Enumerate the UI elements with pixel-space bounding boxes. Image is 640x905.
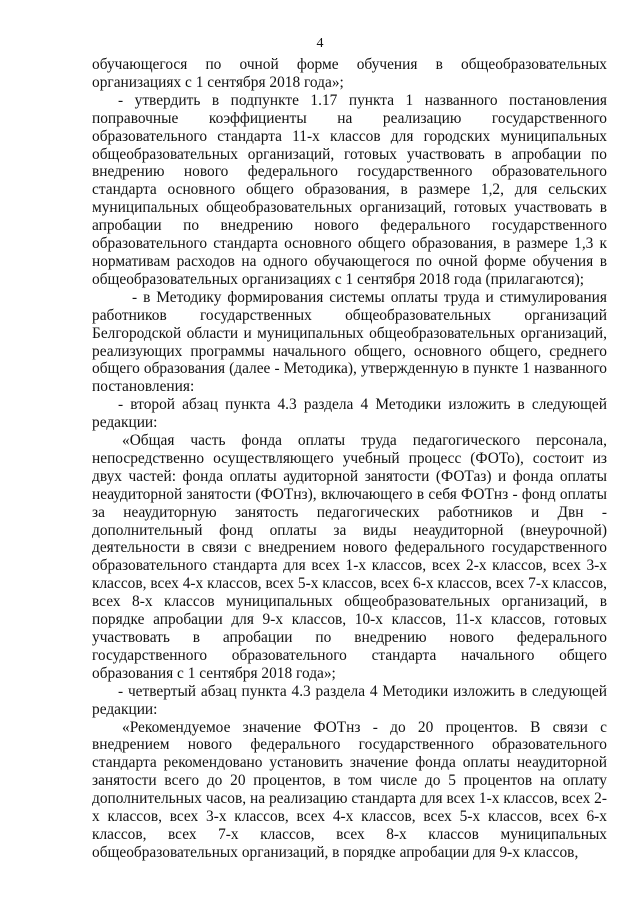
paragraph-continuation: обучающегося по очной форме обучения в общеобразовательных организациях с 1 сентября 2018 года»; bbox=[92, 56, 607, 91]
paragraph-second-clause: - второй абзац пункта 4.3 раздела 4 Методики изложить в следующей редакции: bbox=[92, 396, 607, 432]
paragraph-methodology: - в Методику формирования системы оплаты труда и стимулирования работников государственных общеобразовательных организаций Белгородской области и муниципальных общеобразовательных организаций, реализующих программы начального общего, основного общего, среднего общего образования (далее - Методика), утвержденную в пункте 1 названного постановления: bbox=[92, 288, 607, 396]
paragraph-fourth-clause-text: «Рекомендуемое значение ФОТнз - до 20 процентов. В связи с внедрением нового федерального государственного образовательного стандарта рекомендовано установить значение фонда оплаты неаудиторной занятости всего до 20 процентов, в том числе до 5 процентов на оплату дополнительных часов, на реализацию стандарта для всех 1-х классов, всех 2-х классов, всех 3-х классов, всех 4-х классов, всех 5-х классов, всех 6-х классов, всех 7-х классов, всех 8-х классов муниципальных общеобразовательных организаций, в порядке апробации для 9-х классов, bbox=[92, 718, 607, 861]
document-body bbox=[92, 56, 607, 862]
paragraph-second-clause-text: «Общая часть фонда оплаты труда педагогического персонала, непосредственно осуществляющего учебный процесс (ФОТо), состоит из двух частей: фонда оплаты аудиторной занятости (ФОТаз) и фонда оплаты неаудиторной занятости (ФОТнз), включающего в себя ФОТнз - фонд оплаты за неаудиторную занятость педагогических работников и Двн - дополнительный фонд оплаты за виды неаудиторной (внеурочной) деятельности в связи с внедрением нового федерального государственного образовательного стандарта для всех 1-х классов, всех 2-х классов, всех 3-х классов, всех 4-х классов, всех 5-х классов, всех 6-х классов, всех 7-х классов, всех 8-х классов муниципальных общеобразовательных организаций, в порядке апробации для 9-х классов, 10-х классов, 11-х классов, готовых участвовать в апробации по внедрению нового федерального государственного образовательного стандарта начального общего образования с 1 сентября 2018 года»; bbox=[92, 432, 607, 682]
paragraph-approve-coefficients: - утвердить в подпункте 1.17 пункта 1 названного постановления поправочные коэффициенты на реализацию государственного образовательного стандарта 11-х классов для городских муниципальных общеобразовательных организаций, готовых участвовать в апробации по внедрению нового федерального государственного образовательного стандарта основного общего образования, в размере 1,2, для сельских муниципальных общеобразовательных организаций, готовых участвовать в апробации по внедрению нового федерального государственного образовательного стандарта основного общего образования, в размере 1,3 к нормативам расходов на одного обучающегося по очной форме обучения в общеобразовательных организациях с 1 сентября 2018 года (прилагаются); bbox=[92, 91, 607, 288]
paragraph-fourth-clause: - четвертый абзац пункта 4.3 раздела 4 Методики изложить в следующей редакции: bbox=[92, 682, 607, 718]
page-number: 4 bbox=[316, 36, 324, 51]
